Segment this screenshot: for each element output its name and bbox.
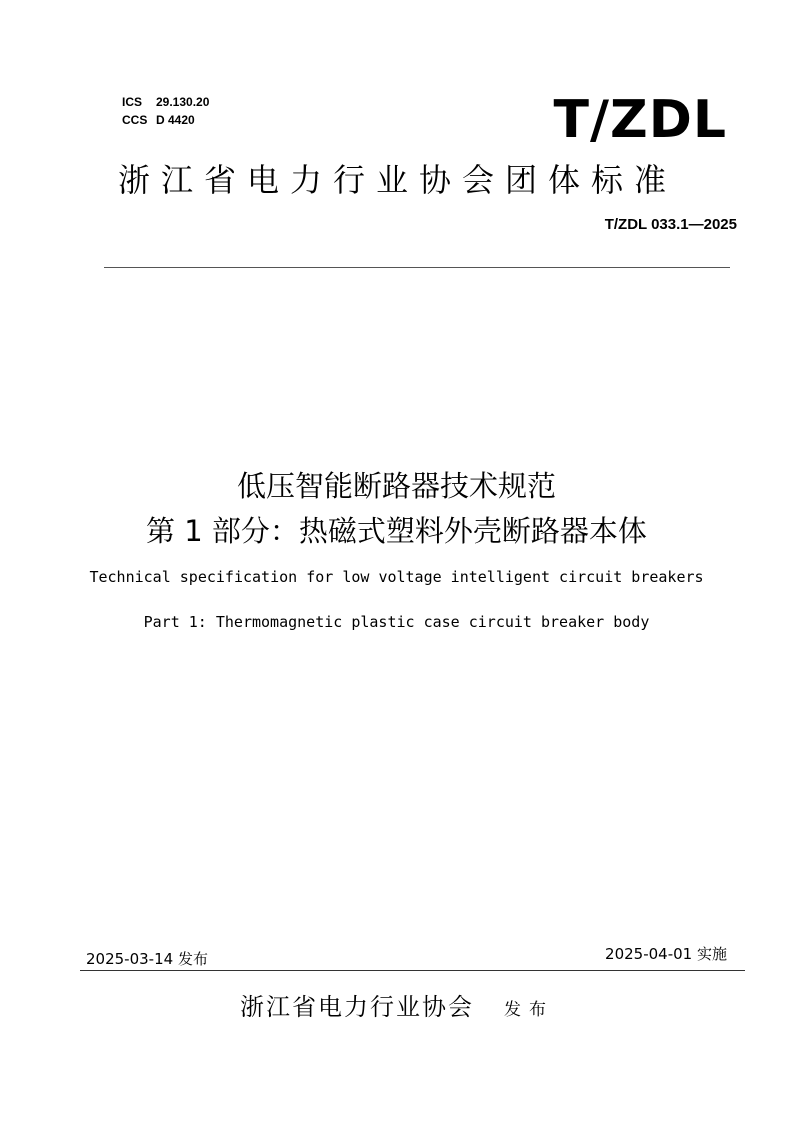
organization-standard-title: 浙江省电力行业协会团体标准	[118, 161, 678, 199]
header-divider	[104, 267, 730, 268]
chinese-title-line-1: 低压智能断路器技术规范	[236, 469, 556, 503]
publish-date: 2025-03-14 发布	[86, 950, 208, 968]
issuer	[240, 990, 554, 1027]
standard-number: T/ZDL 033.1—2025	[604, 216, 737, 233]
effective-date: 2025-04-01 实施	[605, 945, 727, 963]
english-title-line-1: Technical specification for low voltage intelligent circuit breakers	[89, 568, 704, 586]
footer-divider	[80, 970, 745, 971]
classification-codes	[122, 93, 209, 129]
issued-label: 发布	[504, 1000, 554, 1020]
issuer-name: 浙江省电力行业协会	[240, 993, 474, 1021]
chinese-title-line-2: 第 1 部分：热磁式塑料外壳断路器本体	[146, 514, 647, 548]
ics-code: ICS 29.130.20	[122, 95, 210, 109]
english-title-line-2: Part 1: Thermomagnetic plastic case circuit breaker body	[143, 613, 650, 631]
standard-logo: T/ZDL	[553, 90, 727, 150]
ccs-code: CCS D 4420	[122, 113, 195, 127]
